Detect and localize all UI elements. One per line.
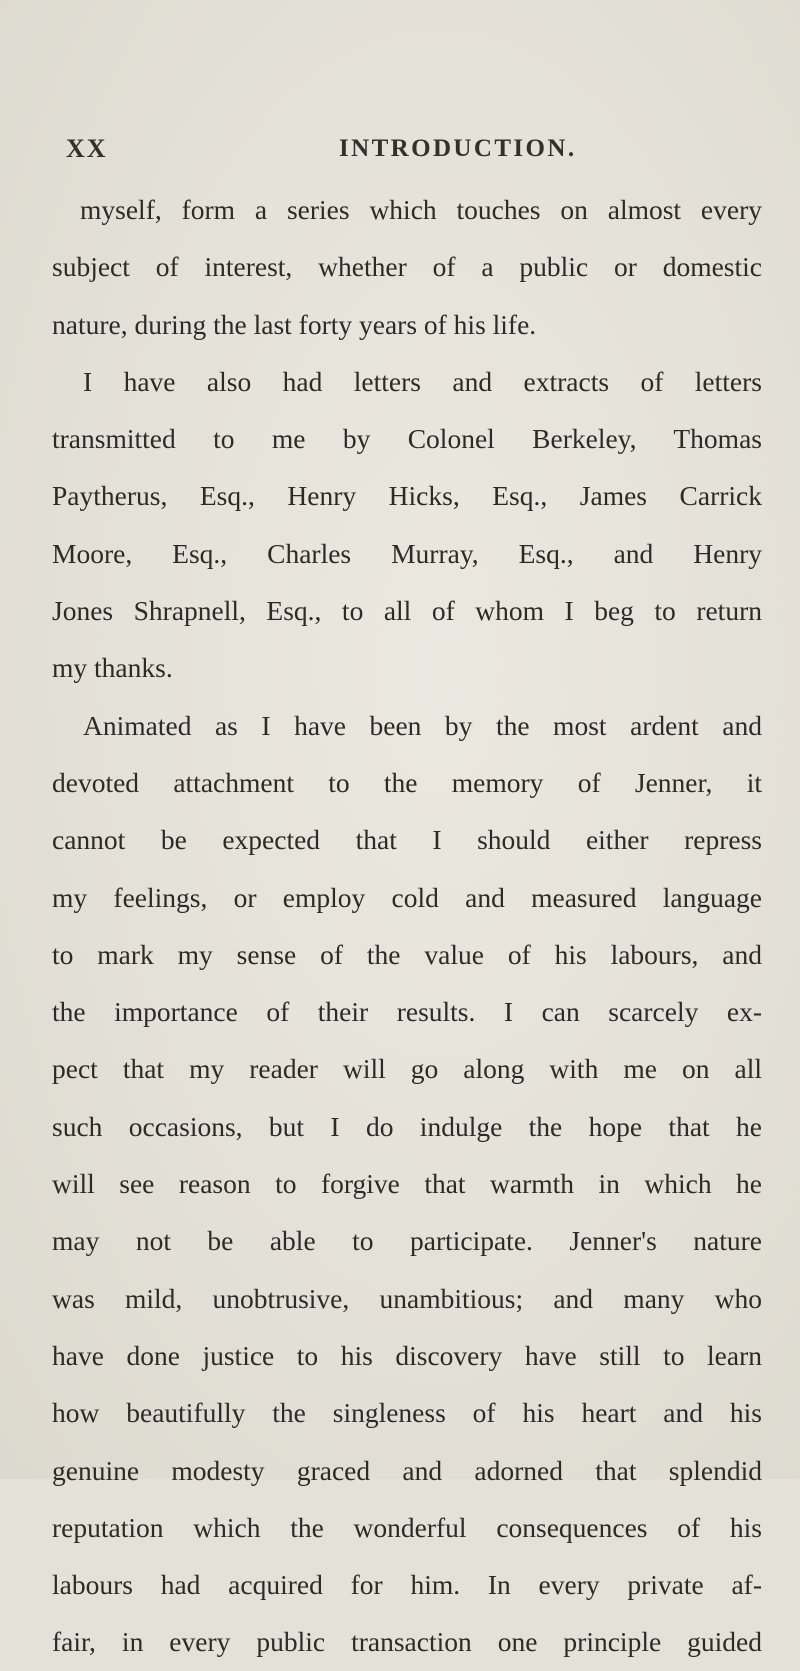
text-line: such occasions, but I do indulge the hope that he xyxy=(52,1110,762,1142)
text-line: nature, during the last forty years of his life. xyxy=(52,308,537,340)
running-head xyxy=(52,132,762,166)
text-line: was mild, unobtrusive, unambitious; and many who xyxy=(52,1282,762,1314)
text-line: reputation which the wonderful consequences of his xyxy=(52,1511,762,1543)
text-line: subject of interest, whether of a public or domestic xyxy=(52,251,762,283)
text-line: Moore, Esq., Charles Murray, Esq., and Henry xyxy=(52,537,762,569)
text-line: to mark my sense of the value of his labours, and xyxy=(52,938,762,970)
body-text xyxy=(52,181,762,1671)
text-line: my feelings, or employ cold and measured language xyxy=(52,881,762,913)
text-line: cannot be expected that I should either repress xyxy=(52,824,762,856)
text-line: fair, in every public transaction one principle guided xyxy=(52,1626,762,1658)
text-line: Animated as I have been by the most ardent and xyxy=(83,709,762,741)
text-line: my thanks. xyxy=(52,652,173,684)
text-line: Jones Shrapnell, Esq., to all of whom I beg to return xyxy=(52,595,762,627)
text-line: myself, form a series which touches on almost every xyxy=(80,194,762,225)
text-line: may not be able to participate. Jenner's nature xyxy=(52,1225,762,1257)
text-line: will see reason to forgive that warmth in which he xyxy=(52,1168,762,1200)
text-line: devoted attachment to the memory of Jenner, it xyxy=(52,766,762,798)
text-line: labours had acquired for him. In every private af- xyxy=(52,1569,762,1601)
running-title: INTRODUCTION. xyxy=(339,135,577,162)
text-line: genuine modesty graced and adorned that splendid xyxy=(52,1454,762,1486)
page-number: XX xyxy=(66,134,108,163)
text-line: transmitted to me by Colonel Berkeley, Thomas xyxy=(52,423,762,455)
text-line: I have also had letters and extracts of letters xyxy=(83,365,762,397)
text-line: have done justice to his discovery have still to learn xyxy=(52,1339,762,1371)
text-line: Paytherus, Esq., Henry Hicks, Esq., James Carrick xyxy=(52,480,762,512)
text-line: how beautifully the singleness of his heart and his xyxy=(52,1397,762,1429)
text-line: pect that my reader will go along with me on all xyxy=(52,1053,762,1085)
text-line: the importance of their results. I can scarcely ex- xyxy=(52,996,762,1028)
